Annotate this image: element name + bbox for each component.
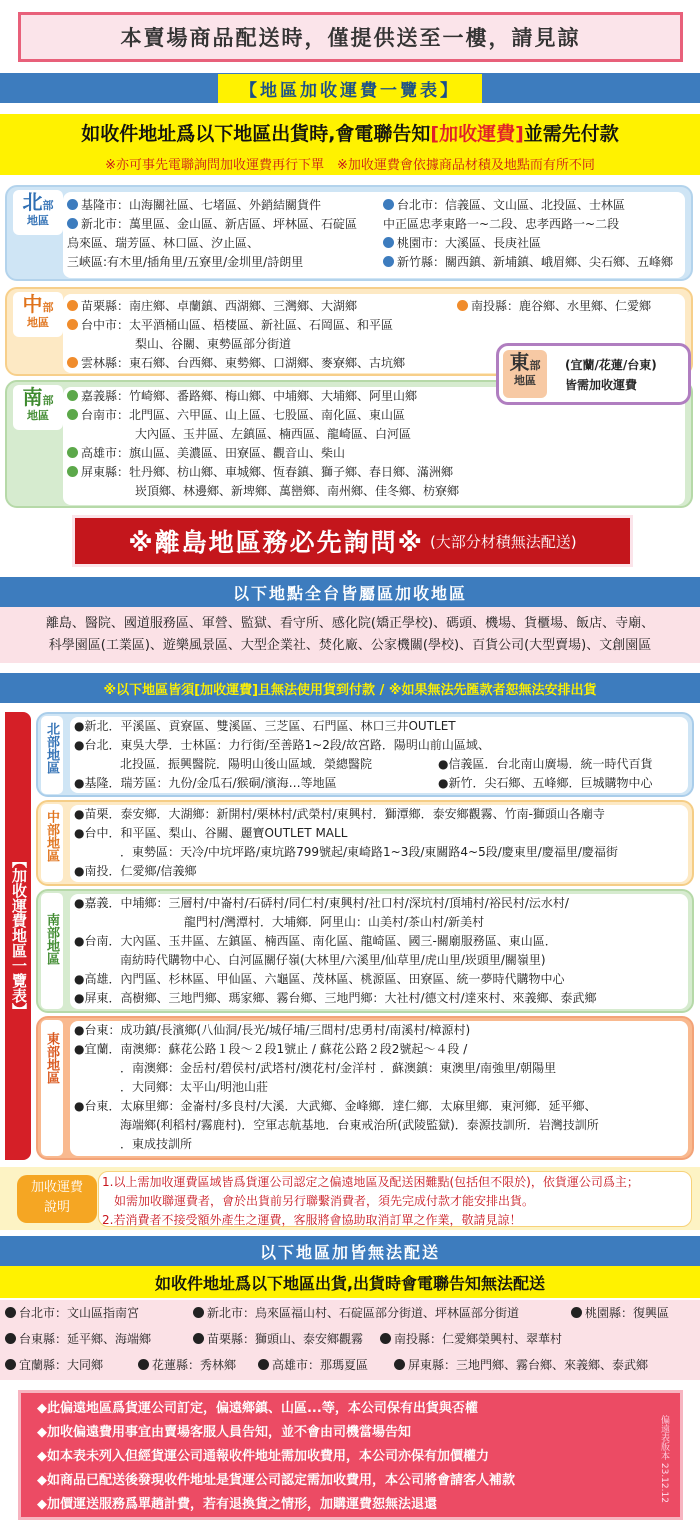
- bullet-icon: [67, 409, 78, 420]
- bullet-icon: [394, 1359, 405, 1370]
- central-tag: 中部 地區: [13, 292, 63, 337]
- nodeliv-title: 以下地區加皆無法配送: [0, 1236, 700, 1266]
- island-banner: ※離島地區務必先詢問※ (大部分材積無法配送): [75, 518, 630, 564]
- bullet-icon: [5, 1307, 16, 1318]
- east-l1: (宜蘭/花蓮/台東): [565, 358, 657, 372]
- p-east-l3: ．南澳鄉：金岳村/碧侯村/武塔村/澳花村/金洋村 ．蘇澳鎮：東澳里/南強里/朝陽里: [120, 1061, 557, 1075]
- version-label: 偏遠表版本 23.12.12: [659, 1415, 669, 1503]
- bullet-icon: [67, 466, 78, 477]
- bullet-icon: [383, 199, 394, 210]
- south-l3: 大內區、玉井區、左鎮區、楠西區、龍崎區、白河區: [135, 427, 412, 441]
- p-central: [36, 800, 694, 886]
- p-north-l4: ●基隆．瑞芳區：九份/金瓜石/猴硐/濱海…等地區: [74, 776, 337, 790]
- footer-l4: ◆如商品已配送後發現收件地址是貨運公司認定需加收費用，本公司將會請客人補款: [37, 1473, 515, 1488]
- nodeliv-head: 如收件地址爲以下地區出貨,出貨時會電聯告知無法配送: [0, 1266, 700, 1298]
- p-central-label: 中部地區: [44, 810, 59, 862]
- north-tag: 北部 地區: [13, 190, 63, 235]
- north-l2: 新北市：萬里區、金山區、新店區、坪林區、石碇區: [81, 217, 358, 231]
- south-l6: 崁頂鄉、林邊鄉、新埤鄉、萬巒鄉、南州鄉、佳冬鄉、枋寮鄉: [135, 484, 460, 498]
- bullet-icon: [67, 357, 78, 368]
- bullet-icon: [383, 237, 394, 248]
- north-r3: 桃園市：大溪區、長庚社區: [397, 236, 542, 250]
- sub-note: ※亦可事先電聯詢問加收運費再行下單 ※加收運費會依據商品材積及地點而有所不同: [0, 151, 700, 175]
- all-l1: 離島、醫院、國道服務區、軍營、監獄、看守所、感化院(矯正學校)、碼頭、機場、貨櫃場、飯店、寺廟、: [45, 616, 655, 631]
- bullet-icon: [383, 256, 394, 267]
- south-l1: 嘉義縣：竹崎鄉、番路鄉、梅山鄉、中埔鄉、大埔鄉、阿里山鄉: [81, 389, 418, 403]
- p-south-l2: 龍門村/灣潭村．大埔鄉．阿里山：山美村/茶山村/新美村: [184, 915, 485, 929]
- p-east-label: 東部地區: [44, 1032, 59, 1084]
- p-north-l4b: ●新竹．尖石鄉、五峰鄉．巨城購物中心: [438, 776, 653, 790]
- p-south-l5: ●高雄．內門區、杉林區、甲仙區、六龜區、茂林區、桃源區、田寮區、統一夢時代購物中心: [74, 972, 565, 986]
- headline: 如收件地址爲以下地區出貨時,會電聯告知 [加收運費] 並需先付款: [0, 114, 700, 151]
- p-east-l6: 海端鄉(利稻村/霧鹿村)．空軍志航基地．台東戒治所(武陵監獄)．泰源技訓所．岩灣技訓所: [120, 1118, 599, 1132]
- bullet-icon: [67, 199, 78, 210]
- p-central-l1: ●苗栗．泰安鄉．大湖鄉：新開村/栗林村/武榮村/東興村．獅潭鄉．泰安鄉觀霧、竹南-獅頭山各廟寺: [74, 807, 605, 821]
- bullet-icon: [193, 1307, 204, 1318]
- footer-l3: ◆如本表未列入但經貨運公司通報收件地址需加收費用，本公司亦保有加價權力: [37, 1449, 489, 1464]
- central-l2: 台中市：太平酒桶山區、梧棲區、新社區、石岡區、和平區: [81, 318, 394, 332]
- east-l2: 皆需加收運費: [565, 378, 638, 392]
- p-central-l4: ●南投．仁愛鄉/信義鄉: [74, 864, 197, 878]
- top-notice: 本賣場商品配送時，僅提供送至一樓，請見諒: [18, 12, 683, 62]
- fee-note: [0, 1167, 700, 1230]
- p-north-l1: ●新北．平溪區、貢寮區、雙溪區、三芝區、石門區、林口三井OUTLET: [74, 719, 456, 733]
- p-east: [36, 1016, 694, 1160]
- north-r1: 台北市：信義區、文山區、北投區、士林區: [397, 198, 626, 212]
- p-east-l2: ●宜蘭．南澳鄉：蘇花公路１段～２段1號止 / 蘇花公路２段2號起～４段 /: [74, 1042, 468, 1056]
- central-r1: 南投縣：鹿谷鄉、水里鄉、仁愛鄉: [471, 299, 652, 313]
- p-central-l2: ●台中．和平區、梨山、谷關、麗寶OUTLET MALL: [74, 826, 348, 840]
- p-east-l5: ●台東．太麻里鄉：金崙村/多良村/大溪．大武鄉、金峰鄉．達仁鄉．太麻里鄉．東河鄉．延平鄉、: [74, 1099, 597, 1113]
- fee-note-l3: 2.若消費者不接受額外產生之運費，客服將會協助取消訂單之作業，敬請見諒！: [102, 1213, 522, 1227]
- bullet-icon: [5, 1333, 16, 1344]
- nocod-title: ※以下地區皆須[加收運費]且無法使用貨到付款 / ※如果無法先匯款者恕無法安排出貨: [0, 673, 700, 703]
- p-north-l3b: ●信義區．台北南山廣場．統一時代百貨: [438, 757, 653, 771]
- north-r2: 中正區忠孝東路一~二段、忠孝西路一~二段: [383, 217, 620, 231]
- fee-note-l2: 如需加收聯運費者，會於出貨前另行聯繫消費者，須先完成付款才能安排出貨。: [114, 1194, 535, 1208]
- north-l4: 三峽區:有木里/插角里/五寮里/金圳里/詩朗里: [67, 255, 304, 269]
- bullet-icon: [380, 1333, 391, 1344]
- headline-highlight: [加收運費]: [430, 123, 524, 145]
- bullet-icon: [67, 300, 78, 311]
- p-north-label: 北部地區: [44, 722, 59, 774]
- fee-note-l1: 1.以上需加收運費區域皆爲貨運公司認定之偏遠地區及配送困難點(包括但不限於)，依貨運公司爲主；: [102, 1175, 639, 1189]
- central-l4: 雲林縣：東石鄉、台西鄉、東勢鄉、口湖鄉、麥寮鄉、古坑鄉: [81, 356, 406, 370]
- north-l1: 基隆市：山海關社區、七堵區、外銷結關貨件: [81, 198, 322, 212]
- side-label: 【加收運費地區一覽表】: [10, 852, 28, 1018]
- bullet-icon: [5, 1359, 16, 1370]
- table-title: 【地區加收運費一覽表】: [218, 74, 482, 103]
- bullet-icon: [138, 1359, 149, 1370]
- north-r4: 新竹縣：關西鎮、新埔鎮、峨眉鄉、尖石鄉、五峰鄉: [397, 255, 674, 269]
- bullet-icon: [193, 1333, 204, 1344]
- central-l3: 梨山、谷關、東勢區部分街道: [135, 337, 292, 351]
- p-south-l1: ●嘉義．中埔鄉：三層村/中崙村/石硦村/同仁村/東興村/社口村/深坑村/頂埔村/裕民村/沄水村/: [74, 896, 569, 910]
- bullet-icon: [258, 1359, 269, 1370]
- p-east-l1: ●台東：成功鎮/長濱鄉(八仙洞/長光/城仔埔/三間村/忠勇村/南溪村/樟源村): [74, 1023, 471, 1037]
- table-title-bar: [0, 73, 700, 103]
- south-l5: 屏東縣：牡丹鄉、枋山鄉、車城鄉、恆春鎮、獅子鄉、春日鄉、滿洲鄉: [81, 465, 454, 479]
- p-north-l3: 北投區．振興醫院．陽明山後山區域．榮總醫院: [120, 757, 373, 771]
- p-south: [36, 889, 694, 1013]
- bullet-icon: [457, 300, 468, 311]
- all-title: 以下地點全台皆屬區加收地區: [0, 577, 700, 607]
- p-south-label: 南部地區: [44, 913, 59, 965]
- south-l4: 高雄市：旗山區、美濃區、田寮區、觀音山、柴山: [81, 446, 346, 460]
- fee-note-label: 加收運費 說明: [17, 1175, 97, 1223]
- p-south-l3: ●台南．大內區、玉井區、左鎮區、楠西區、南化區、龍崎區、國三-關廟服務區、東山區．: [74, 934, 557, 948]
- bullet-icon: [67, 390, 78, 401]
- bullet-icon: [571, 1307, 582, 1318]
- central-l1: 苗栗縣：南庄鄉、卓蘭鎮、西湖鄉、三灣鄉、大湖鄉: [81, 299, 358, 313]
- north-l3: 烏來區、瑞芳區、林口區、汐止區、: [67, 236, 260, 250]
- p-south-l4: 南紡時代購物中心、白河區關仔嶺(大林里/六溪里/仙草里/虎山里/崁頭里/關嶺里): [120, 953, 546, 967]
- p-central-l3: ．東勢區：天冷/中坑坪路/東坑路799號起/東崎路1~3段/東關路4~5段/慶東里/慶福里/慶福街: [120, 845, 618, 859]
- footer-l5: ◆加價運送服務爲單趟計費，若有退換貨之情形，加購運費恕無法退還: [37, 1497, 437, 1512]
- p-east-l4: ．大同鄉：太平山/明池山莊: [120, 1080, 269, 1094]
- east-region: [496, 343, 691, 405]
- bullet-icon: [67, 447, 78, 458]
- p-east-l7: ．東成技訓所: [120, 1137, 193, 1151]
- bullet-icon: [67, 218, 78, 229]
- all-l2: 科學園區(工業區)、遊樂風景區、大型企業社、焚化廠、公家機關(學校)、百貨公司(大型賣場)、文創園區: [48, 638, 652, 653]
- footer-notes: [18, 1390, 683, 1520]
- p-north: [36, 712, 694, 797]
- east-tag: 東部 地區: [503, 350, 547, 398]
- nodeliv-list: 台北市：文山區指南宮 新北市：烏來區福山村、石碇區部分街道、坪林區部分街道 桃園縣：復興區 台東縣：延平鄉、海端鄉 苗栗縣：獅頭山、泰安鄉觀霧 南投縣：仁愛鄉榮興村、翠華村 宜蘭縣：大同鄉 花蓮縣：秀林鄉 高雄市：那瑪夏區 屏東縣：三地門鄉、霧台鄉、來義鄉、泰武鄉: [0, 1300, 700, 1380]
- north-region: [5, 185, 693, 281]
- p-south-l6: ●屏東．高樹鄉、三地門鄉、瑪家鄉、霧台鄉、三地門鄉：大社村/德文村/達來村、來義鄉、泰武鄉: [74, 991, 597, 1005]
- footer-l2: ◆加收偏遠費用事宜由賣場客服人員告知，並不會由司機當場告知: [37, 1425, 411, 1440]
- p-north-l2: ●台北．東吳大學．士林區：力行街/至善路1~2段/故宮路．陽明山前山區域、: [74, 738, 490, 752]
- all-areas: [0, 607, 700, 663]
- bullet-icon: [67, 319, 78, 330]
- footer-l1: ◆此偏遠地區爲貨運公司訂定，偏遠鄉鎮、山區...等，本公司保有出貨與否權: [37, 1401, 478, 1416]
- south-l2: 台南市：北門區、六甲區、山上區、七股區、南化區、東山區: [81, 408, 406, 422]
- south-tag: 南部 地區: [13, 385, 63, 430]
